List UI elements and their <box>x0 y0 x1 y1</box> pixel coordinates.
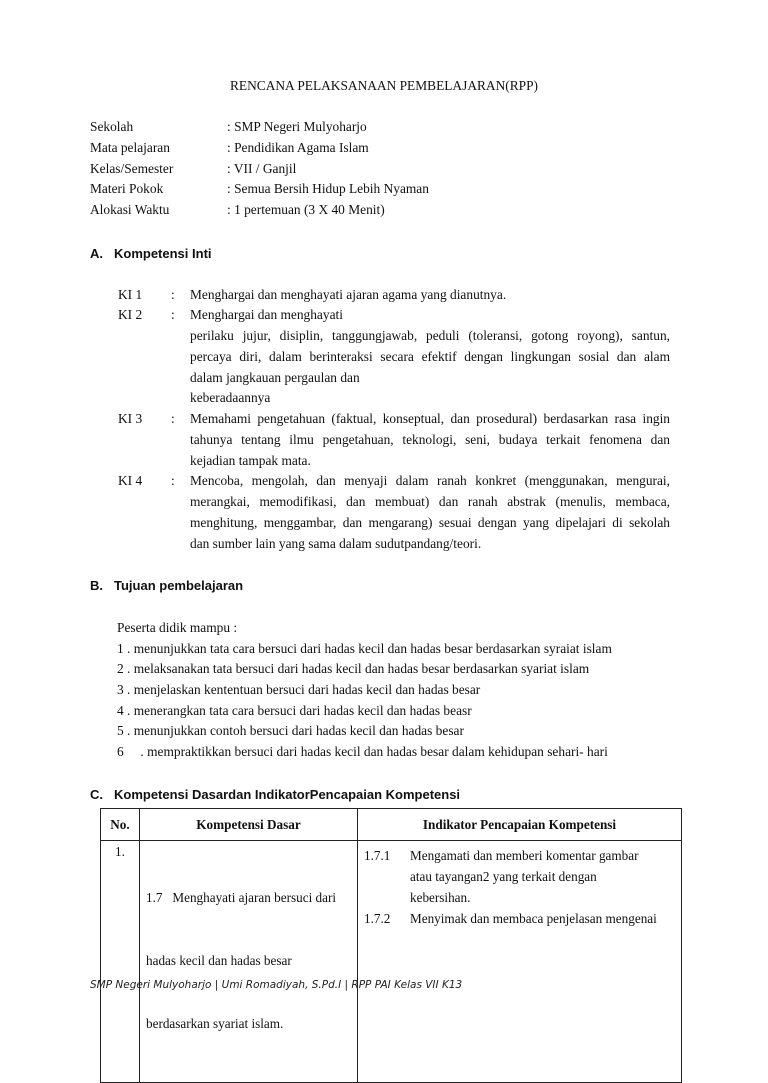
objective-item: 1 . menunjukkan tata cara bersuci dari hadas kecil dan hadas besar berdasarkan syraiat islam <box>117 641 612 656</box>
section-c-letter: C. <box>90 787 103 802</box>
table-cell-kd <box>140 841 358 1083</box>
info-label-materi: Materi Pokok <box>90 181 164 196</box>
objectives-intro: Peserta didik mampu : <box>117 620 238 635</box>
info-label-sekolah: Sekolah <box>90 119 134 134</box>
section-a-letter: A. <box>90 246 103 261</box>
indicator-item <box>364 908 677 929</box>
indicator-number: 1.7.2 <box>364 911 391 926</box>
ki-colon: : <box>171 287 175 302</box>
objective-item: 6 . mempraktikkan bersuci dari hadas kecil dan hadas besar dalam kehidupan sehari- hari <box>117 744 608 759</box>
section-a-heading <box>90 246 212 261</box>
ki-text-line: Menghargai dan menghayati <box>190 307 343 322</box>
table-header-row <box>101 809 682 841</box>
section-c-title: Kompetensi Dasardan IndikatorPencapaian Kompetensi <box>114 787 461 802</box>
objective-item: 2 . melaksanakan tata bersuci dari hadas kecil dan hadas besar berdasarkan syariat islam <box>117 661 590 676</box>
section-a-title: Kompetensi Inti <box>114 246 212 261</box>
ki-colon: : <box>171 411 175 426</box>
section-b-letter: B. <box>90 578 103 593</box>
info-value-materi: : Semua Bersih Hidup Lebih Nyaman <box>227 181 429 196</box>
ki-text-line: tahunya tentang ilmu pengetahuan, teknologi, seni, budaya terkait fenomena dan <box>190 432 670 447</box>
indicator-line: Mengamati dan memberi komentar gambar <box>410 848 639 863</box>
ki-text-line: merangkai, memodifikasi, dan membuat) dan ranah abstrak (menulis, membaca, <box>190 494 670 509</box>
kd-line: berdasarkan syariat islam. <box>146 1016 284 1031</box>
info-label-mapel: Mata pelajaran <box>90 140 170 155</box>
indicator-line: atau tayangan2 yang terkait dengan <box>410 869 597 884</box>
indicator-line: kebersihan. <box>410 890 471 905</box>
ki-text-line: Memahami pengetahuan (faktual, konseptual, dan prosedural) berdasarkan rasa ingin <box>190 411 670 426</box>
table-header-kd: Kompetensi Dasar <box>140 809 358 841</box>
table-row <box>101 841 682 1083</box>
table-header-no: No. <box>101 809 140 841</box>
ki-code: KI 3 <box>118 411 143 426</box>
ki-text-line: perilaku jujur, disiplin, tanggungjawab, peduli (toleransi, gotong royong), santun, <box>190 328 670 343</box>
document-title: RENCANA PELAKSANAAN PEMBELAJARAN(RPP) <box>229 78 539 93</box>
info-value-kelas: : VII / Ganjil <box>227 161 297 176</box>
ki-text-line: kejadian tampak mata. <box>190 453 311 468</box>
indicator-item <box>364 845 677 908</box>
ki-text-line: Menghargai dan menghayati ajaran agama yang dianutnya. <box>190 287 507 302</box>
kompetensi-table <box>100 808 682 1083</box>
ki-text-line: keberadaannya <box>190 390 271 405</box>
table-cell-indikator <box>358 841 682 1083</box>
indicator-number: 1.7.1 <box>364 848 391 863</box>
indicator-line: Menyimak dan membaca penjelasan mengenai <box>410 911 657 926</box>
kd-line: hadas kecil dan hadas besar <box>146 953 292 968</box>
kd-line: 1.7 Menghayati ajaran bersuci dari <box>146 890 337 905</box>
info-label-kelas: Kelas/Semester <box>90 161 174 176</box>
ki-code: KI 2 <box>118 307 143 322</box>
ki-text-line: Mencoba, mengolah, dan menyaji dalam ranah konkret (menggunakan, mengurai, <box>190 473 670 488</box>
info-value-alokasi: : 1 pertemuan (3 X 40 Menit) <box>227 202 385 217</box>
ki-colon: : <box>171 473 175 488</box>
objective-item: 5 . menunjukkan contoh bersuci dari hadas kecil dan hadas besar <box>117 723 464 738</box>
ki-text-line: dan sumber lain yang sama dalam sudutpandang/teori. <box>190 536 482 551</box>
page-footer: SMP Negeri Mulyoharjo | Umi Romadiyah, S.Pd.I | RPP PAI Kelas VII K13 <box>90 979 463 991</box>
ki-text-line: menghitung, menggambar, dan mengarang) sesuai dengan yang dipelajari di sekolah <box>190 515 670 530</box>
row-number: 1. <box>115 844 125 859</box>
ki-text-line: dalam jangkauan pergaulan dan <box>190 370 360 385</box>
table-header-indikator: Indikator Pencapaian Kompetensi <box>358 809 682 841</box>
section-b-title: Tujuan pembelajaran <box>114 578 244 593</box>
objective-item: 3 . menjelaskan kententuan bersuci dari hadas kecil dan hadas besar <box>117 682 481 697</box>
info-label-alokasi: Alokasi Waktu <box>90 202 170 217</box>
objective-item: 4 . menerangkan tata cara bersuci dari hadas kecil dan hadas beasr <box>117 703 472 718</box>
ki-text-line: percaya diri, dalam berinteraksi secara efektif dengan lingkungan sosial dan alam <box>190 349 670 364</box>
info-value-mapel: : Pendidikan Agama Islam <box>227 140 369 155</box>
info-value-sekolah: : SMP Negeri Mulyoharjo <box>227 119 367 134</box>
table-cell-no <box>101 841 140 1083</box>
ki-code: KI 4 <box>118 473 143 488</box>
ki-colon: : <box>171 307 175 322</box>
ki-code: KI 1 <box>118 287 143 302</box>
section-b-heading <box>90 578 243 593</box>
section-c-heading <box>90 787 460 802</box>
